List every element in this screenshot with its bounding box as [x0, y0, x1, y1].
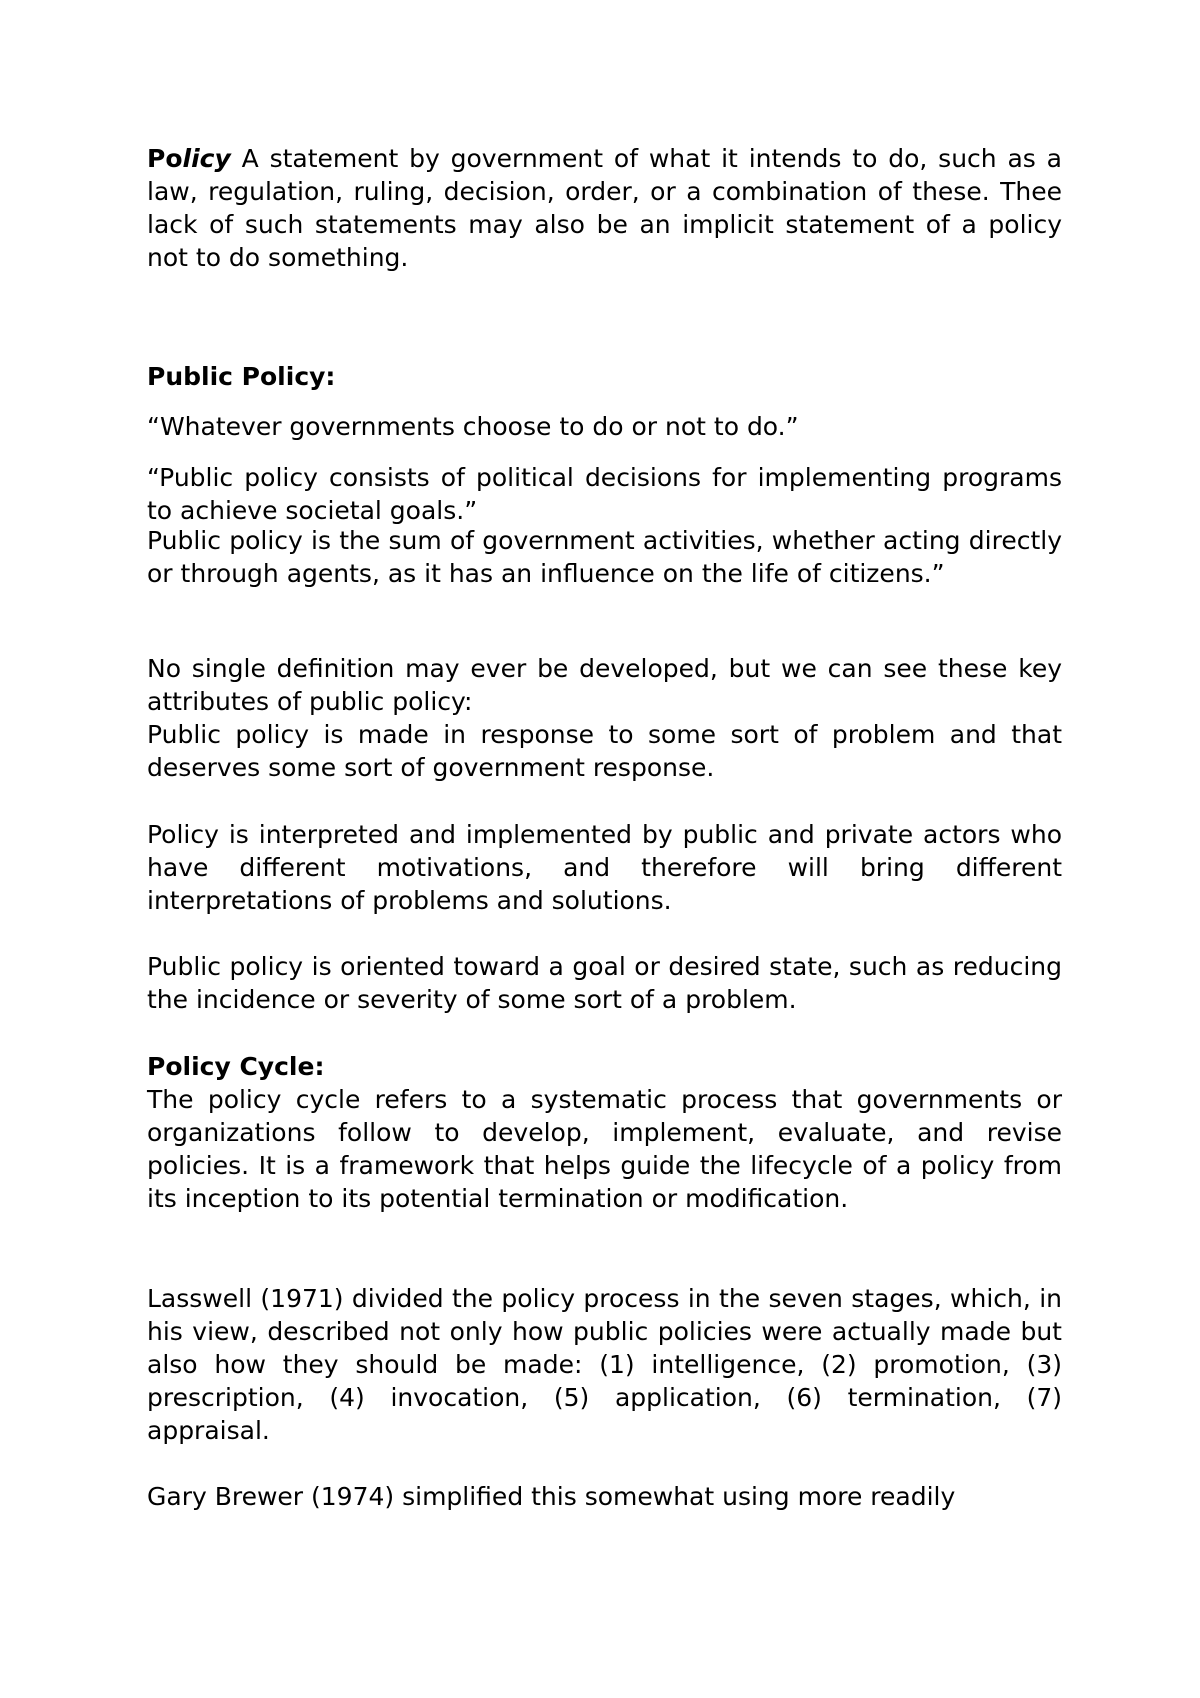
brewer-paragraph: Gary Brewer (1974) simplified this somewhat using more readily: [147, 1482, 956, 1511]
policy-cycle-heading: Policy Cycle:: [147, 1052, 325, 1081]
policy-cycle-definition: The policy cycle refers to a systematic process that governments or organizations follow to develop, implement, evaluate, and revise policies. It is a framework that helps guide the lifecycle of a policy from its inception to its potential termination or modification.: [147, 1085, 1062, 1213]
attribute-3: Public policy is oriented toward a goal or desired state, such as reducing the incidence or severity of some sort of a problem.: [147, 952, 1062, 1014]
policy-term-part2: licy: [182, 144, 231, 173]
public-policy-heading: Public Policy:: [147, 362, 336, 391]
policy-term-part1: Po: [147, 144, 183, 173]
public-policy-quote-1: “Whatever governments choose to do or not to do.”: [147, 412, 799, 441]
public-policy-quote-2: “Public policy consists of political decisions for implementing programs to achieve societal goals.”: [147, 463, 1062, 525]
policy-definition: [147, 142, 1062, 274]
attribute-1: Public policy is made in response to some sort of problem and that deserves some sort of government response.: [147, 720, 1062, 782]
lasswell-paragraph: Lasswell (1971) divided the policy process in the seven stages, which, in his view, described not only how public policies were actually made but also how they should be made: (1) intelligence, (2) promotion, (3) prescription, (4) invocation, (5) application, (6) termination, (7) appraisal.: [147, 1284, 1062, 1445]
key-attributes-intro: No single definition may ever be developed, but we can see these key attributes of public policy:: [147, 654, 1062, 716]
policy-definition-text: A statement by government of what it intends to do, such as a law, regulation, ruling, decision, order, or a combination of these. Thee lack of such statements may also be an implicit statement of a policy not to do something.: [147, 144, 1062, 272]
public-policy-quote-3: Public policy is the sum of government activities, whether acting directly or through agents, as it has an influence on the life of citizens.”: [147, 526, 1062, 588]
attribute-2: Policy is interpreted and implemented by public and private actors who have different motivations, and therefore will bring different interpretations of problems and solutions.: [147, 820, 1062, 915]
